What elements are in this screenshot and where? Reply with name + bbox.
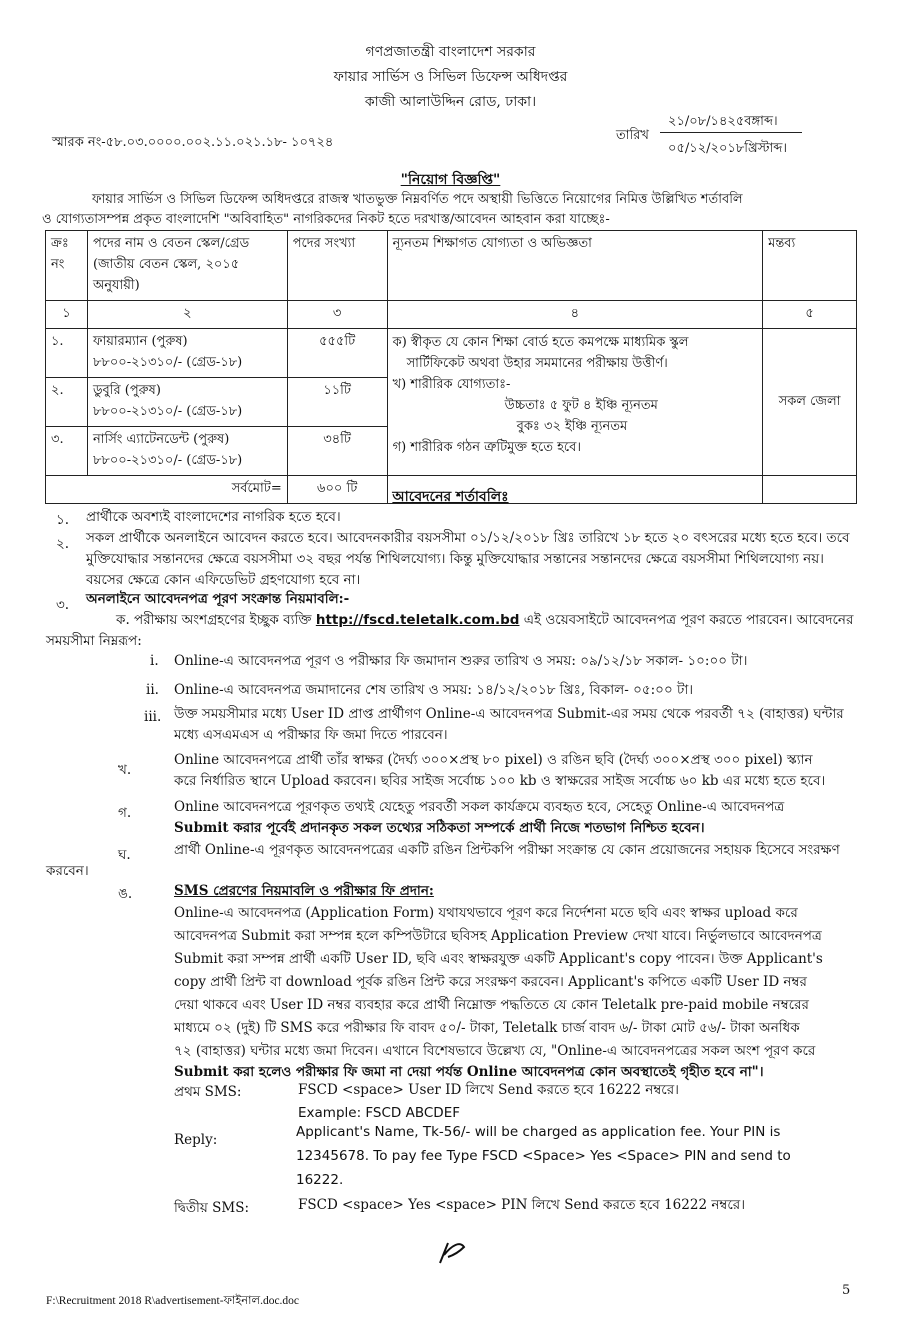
sms-rules-line: Submit করা হলেও পরীক্ষার ফি জমা না দেয়া পর্যন্ত Online আবেদনপত্র কোন অবস্থাতেই গৃহীত হবে না"। <box>174 1064 764 1080</box>
intro-line-2: ও যোগ্যতাসম্পন্ন প্রকৃত বাংলাদেশি "অবিবাহিত" নাগরিকদের নিকট হতে দরখাস্ত/আবেদন আহবান করা যাচ্ছেঃ- <box>42 212 610 227</box>
item-number: ঘ. <box>118 847 131 863</box>
post-name: নার্সিং এ্যাটেনডেন্ট (পুরুষ) <box>92 432 230 447</box>
ka-line-1 <box>116 610 853 630</box>
date-divider <box>660 132 802 133</box>
sms-rules-line: আবেদনপত্র Submit করা সম্পন্ন হলে কম্পিউটারে ছবিসহ Application Preview দেখা যাবে। নির্ভুলভাবে আবেদনপত্র <box>174 928 822 944</box>
item-iii-line-1: উক্ত সময়সীমার মধ্যে User ID প্রাপ্ত প্রার্থীগণ Online-এ আবেদনপত্র Submit-এর সময় থেকে পরবর্তী ৭২ (বাহাত্তর) ঘন্টার <box>174 706 844 722</box>
date-english: ০৫/১২/২০১৮খ্রিস্টাব্দ। <box>668 141 788 156</box>
signature-mark <box>430 1237 470 1267</box>
date-bangla: ২১/০৮/১৪২৫বঙ্গাব্দ। <box>668 114 778 129</box>
col-serial-header: ক্রঃ নং <box>46 231 88 301</box>
sms-rules-line: ৭২ (বাহাত্তর) ঘন্টার মধ্যে জমা দিবেন। এখানে বিশেষভাবে উল্লেখ্য যে, "Online-এ আবেদনপত্রের সকল অংশ পূরণ করে <box>174 1043 816 1059</box>
sms-rules-line: মাধ্যমে ০২ (দুই) টি SMS করে পরীক্ষার ফি বাবদ ৫০/- টাকা, Teletalk চার্জ বাবদ ৬/- টাকা মোট ৫৬/- টাকা অনধিক <box>174 1020 800 1036</box>
row-serial: ২. <box>46 378 88 427</box>
row-post <box>87 378 287 427</box>
row-serial: ১. <box>46 329 88 378</box>
ka-line-2: সময়সীমা নিম্নরূপ: <box>46 633 142 649</box>
sms-rules-line: Submit করা সম্পন্ন প্রার্থী একটি User ID, ছবি এবং স্বাক্ষরযুক্ত একটি Applicant's copy পাবেন। উক্ত Applicant's <box>174 951 823 967</box>
col-count-header: পদের সংখ্যা <box>287 231 387 301</box>
qualification-line: উচ্চতাঃ ৫ ফুট ৪ ইঞ্চি ন্যূনতম <box>504 398 658 413</box>
post-scale: ৮৮০০-২১৩১০/- (গ্রেড-১৮) <box>92 404 243 419</box>
post-name: ফায়ারম্যান (পুরুষ) <box>92 334 188 349</box>
kha-line-1: Online আবেদনপত্রে প্রার্থী তাঁর স্বাক্ষর (দৈর্ঘ্য ৩০০×প্রস্থ ৮০ pixel) ও রঙিন ছবি (দৈর্ঘ্য ৩০০×প্রস্থ ৩০০ pixel) স্ক্যান <box>174 752 813 768</box>
post-scale: ৮৮০০-২১৩১০/- (গ্রেড-১৮) <box>92 453 243 468</box>
col-qualification-header: ন্যূনতম শিক্ষাগত যোগ্যতা ও অভিজ্ঞতা <box>387 231 763 301</box>
item-number: ii. <box>146 682 159 698</box>
gha-line-2: করবেন। <box>46 863 89 879</box>
condition-number: ২. <box>56 536 70 552</box>
qualification-cell <box>387 329 763 476</box>
row-count: ৫৫৫টি <box>287 329 387 378</box>
item-number: iii. <box>144 709 162 725</box>
row-count: ১১টি <box>287 378 387 427</box>
sms-rules-line: Online-এ আবেদনপত্র (Application Form) যথাযথভাবে পূরণ করে নির্দেশনা মতে ছবি এবং স্বাক্ষর upload করে <box>174 905 798 921</box>
reply-label: Reply: <box>174 1132 218 1148</box>
sms-rules-line: copy প্রার্থী প্রিন্ট বা download পূর্বক রঙিন প্রিন্ট করে সংরক্ষণ করবেন। Applicant's কপিতে একটি User ID নম্বর <box>174 974 807 990</box>
apply-website-link[interactable]: http://fscd.teletalk.com.bd <box>315 612 520 628</box>
condition-3: অনলাইনে আবেদনপত্র পূরণ সংক্রান্ত নিয়মাবলি:- <box>86 591 350 607</box>
posts-table <box>45 230 857 504</box>
table-row <box>46 329 857 378</box>
qualification-line: খ) শারীরিক যোগ্যতাঃ- <box>392 377 511 392</box>
reply-block <box>296 1120 791 1192</box>
total-value: ৬০০ টি <box>287 476 387 504</box>
reply-line: Applicant's Name, Tk-56/- will be charged as application fee. Your PIN is <box>296 1124 781 1140</box>
post-scale: ৮৮০০-২১৩১০/- (গ্রেড-১৮) <box>92 355 243 370</box>
column-number-row <box>46 301 857 329</box>
qualification-line: ক) স্বীকৃত যে কোন শিক্ষা বোর্ড হতে কমপক্ষে মাধ্যমিক স্কুল <box>392 335 689 350</box>
item-number: গ. <box>118 805 132 821</box>
address: কাজী আলাউদ্দিন রোড, ঢাকা। <box>364 94 537 110</box>
col-number: ২ <box>87 301 287 329</box>
kha-line-2: করে নির্ধারিত স্থানে Upload করবেন। ছবির সাইজ সর্বোচ্চ ১০০ kb ও স্বাক্ষরের সাইজ সর্বোচ্চ ৬০ kb এর মধ্যে হতে হবে। <box>174 773 826 789</box>
col-number: ৩ <box>287 301 387 329</box>
row-serial: ৩. <box>46 427 88 476</box>
department-title: ফায়ার সার্ভিস ও সিভিল ডিফেন্স অধিদপ্তর <box>333 69 568 85</box>
conditions-title: আবেদনের শর্তাবলিঃ <box>392 489 509 505</box>
col-post-header: পদের নাম ও বেতন স্কেল/গ্রেড (জাতীয় বেতন স্কেল, ২০১৫ অনুযায়ী) <box>87 231 287 301</box>
condition-2-line-1: সকল প্রার্থীকে অনলাইনে আবেদন করতে হবে। আবেদনকারীর বয়সসীমা ০১/১২/২০১৮ খ্রিঃ তারিখে ১৮ হতে ২০ বৎসরের মধ্যে হতে হবে। তবে <box>86 530 850 546</box>
condition-number: ৩. <box>56 597 70 613</box>
intro-line-1: ফায়ার সার্ভিস ও সিভিল ডিফেন্স অধিদপ্তরে রাজস্ব খাতভুক্ত নিম্নবর্ণিত পদে অস্থায়ী ভিত্তিতে নিয়োগের নিমিত্ত উল্লিখিত শর্তাবলি <box>92 192 743 207</box>
col-number: ৫ <box>763 301 857 329</box>
page-number: 5 <box>842 1283 851 1298</box>
item-i: Online-এ আবেদনপত্র পূরণ ও পরীক্ষার ফি জমাদান শুরুর তারিখ ও সময়: ০৯/১২/১৮ সকাল- ১০:০০ টা। <box>174 653 748 669</box>
date-label: তারিখ <box>616 128 649 143</box>
col-remarks-header: মন্তব্য <box>763 231 857 301</box>
second-sms-text: FSCD <space> Yes <space> PIN লিখে Send করতে হবে 16222 নম্বরে। <box>298 1197 746 1213</box>
first-sms-label: প্রথম SMS: <box>174 1084 242 1100</box>
row-count: ৩৪টি <box>287 427 387 476</box>
qualification-line: গ) শারীরিক গঠন ত্রুটিমুক্ত হতে হবে। <box>392 440 582 455</box>
first-sms-text: FSCD <space> User ID লিখে Send করতে হবে 16222 নম্বরে। <box>298 1082 679 1098</box>
row-post <box>87 329 287 378</box>
sms-rules-title: SMS প্রেরণের নিয়মাবলি ও পরীক্ষার ফি প্রদান: <box>174 883 434 899</box>
condition-2-line-3: বয়সের ক্ষেত্রে কোন এফিডেভিট গ্রহণযোগ্য হবে না। <box>86 572 361 588</box>
item-number: ঙ. <box>118 886 133 902</box>
sms-example: Example: FSCD ABCDEF <box>298 1105 460 1121</box>
file-path: F:\Recruitment 2018 R\advertisement-ফাইনাল.doc.doc <box>46 1295 300 1307</box>
condition-number: ১. <box>56 512 70 528</box>
ga-line-1: Online আবেদনপত্রে পূরণকৃত তথ্যই যেহেতু পরবর্তী সকল কার্যক্রমে ব্যবহৃত হবে, সেহেতু Online-এ আবেদনপত্র <box>174 799 785 815</box>
reply-line: 12345678. To pay fee Type FSCD <Space> Yes <Space> PIN and send to <box>296 1148 791 1164</box>
condition-2-line-2: মুক্তিযোদ্ধার সন্তানদের ক্ষেত্রে বয়সসীমা ৩২ বছর পর্যন্ত শিথিলযোগ্য। কিন্তু মুক্তিযোদ্ধার সন্তানের সন্তানদের ক্ষেত্রে বয়সসীমা শিথিলযোগ্য নয়। <box>86 551 824 567</box>
row-post <box>87 427 287 476</box>
item-iii-line-2: মধ্যে এসএমএস এ পরীক্ষার ফি জমা দিতে পারবেন। <box>174 727 448 743</box>
memo-reference: স্মারক নং-৫৮.০৩.০০০০.০০২.১১.০২১.১৮- ১০৭২৪ <box>52 135 334 150</box>
ka-suffix: এই ওয়েবসাইটে আবেদনপত্র পূরণ করতে পারবেন। আবেদনের <box>523 612 854 628</box>
second-sms-label: দ্বিতীয় SMS: <box>174 1200 249 1216</box>
qualification-line: বুকঃ ৩২ ইঞ্চি ন্যূনতম <box>516 419 628 434</box>
gha-line-1: প্রার্থী Online-এ পূরণকৃত আবেদনপত্রের একটি রঙিন প্রিন্টকপি পরীক্ষা সংক্রান্ত যে কোন প্রয়োজনের সহায়ক হিসেবে সংরক্ষণ <box>174 842 840 858</box>
post-name: ডুবুরি (পুরুষ) <box>92 383 161 398</box>
remarks-cell: সকল জেলা <box>763 329 857 476</box>
table-header-row <box>46 231 857 301</box>
total-label: সর্বমোট= <box>46 476 288 504</box>
item-number: খ. <box>118 762 132 778</box>
qualification-line: সার্টিফিকেট অথবা উহার সমমানের পরীক্ষায় উত্তীর্ণ। <box>406 356 668 371</box>
item-ii: Online-এ আবেদনপত্র জমাদানের শেষ তারিখ ও সময়: ১৪/১২/২০১৮ খ্রিঃ, বিকাল- ০৫:০০ টা। <box>174 682 694 698</box>
sms-rules-line: দেয়া থাকবে এবং User ID নম্বর ব্যবহার করে প্রার্থী নিম্নোক্ত পদ্ধতিতে যে কোন Teletalk pre-paid mobile নম্বরের <box>174 997 809 1013</box>
condition-1: প্রার্থীকে অবশ্যই বাংলাদেশের নাগরিক হতে হবে। <box>86 509 341 525</box>
ga-line-2: Submit করার পূর্বেই প্রদানকৃত সকল তথ্যের সঠিকতা সম্পর্কে প্রার্থী নিজে শতভাগ নিশ্চিত হবেন। <box>174 820 705 836</box>
reply-line: 16222. <box>296 1172 344 1188</box>
item-number: i. <box>150 653 159 669</box>
govt-title: গণপ্রজাতন্ত্রী বাংলাদেশ সরকার <box>365 44 536 60</box>
col-number: ৪ <box>387 301 763 329</box>
col-number: ১ <box>46 301 88 329</box>
notice-title: "নিয়োগ বিজ্ঞপ্তি" <box>400 172 501 188</box>
ka-prefix: ক. পরীক্ষায় অংশগ্রহণের ইচ্ছুক ব্যক্তি <box>116 612 312 628</box>
